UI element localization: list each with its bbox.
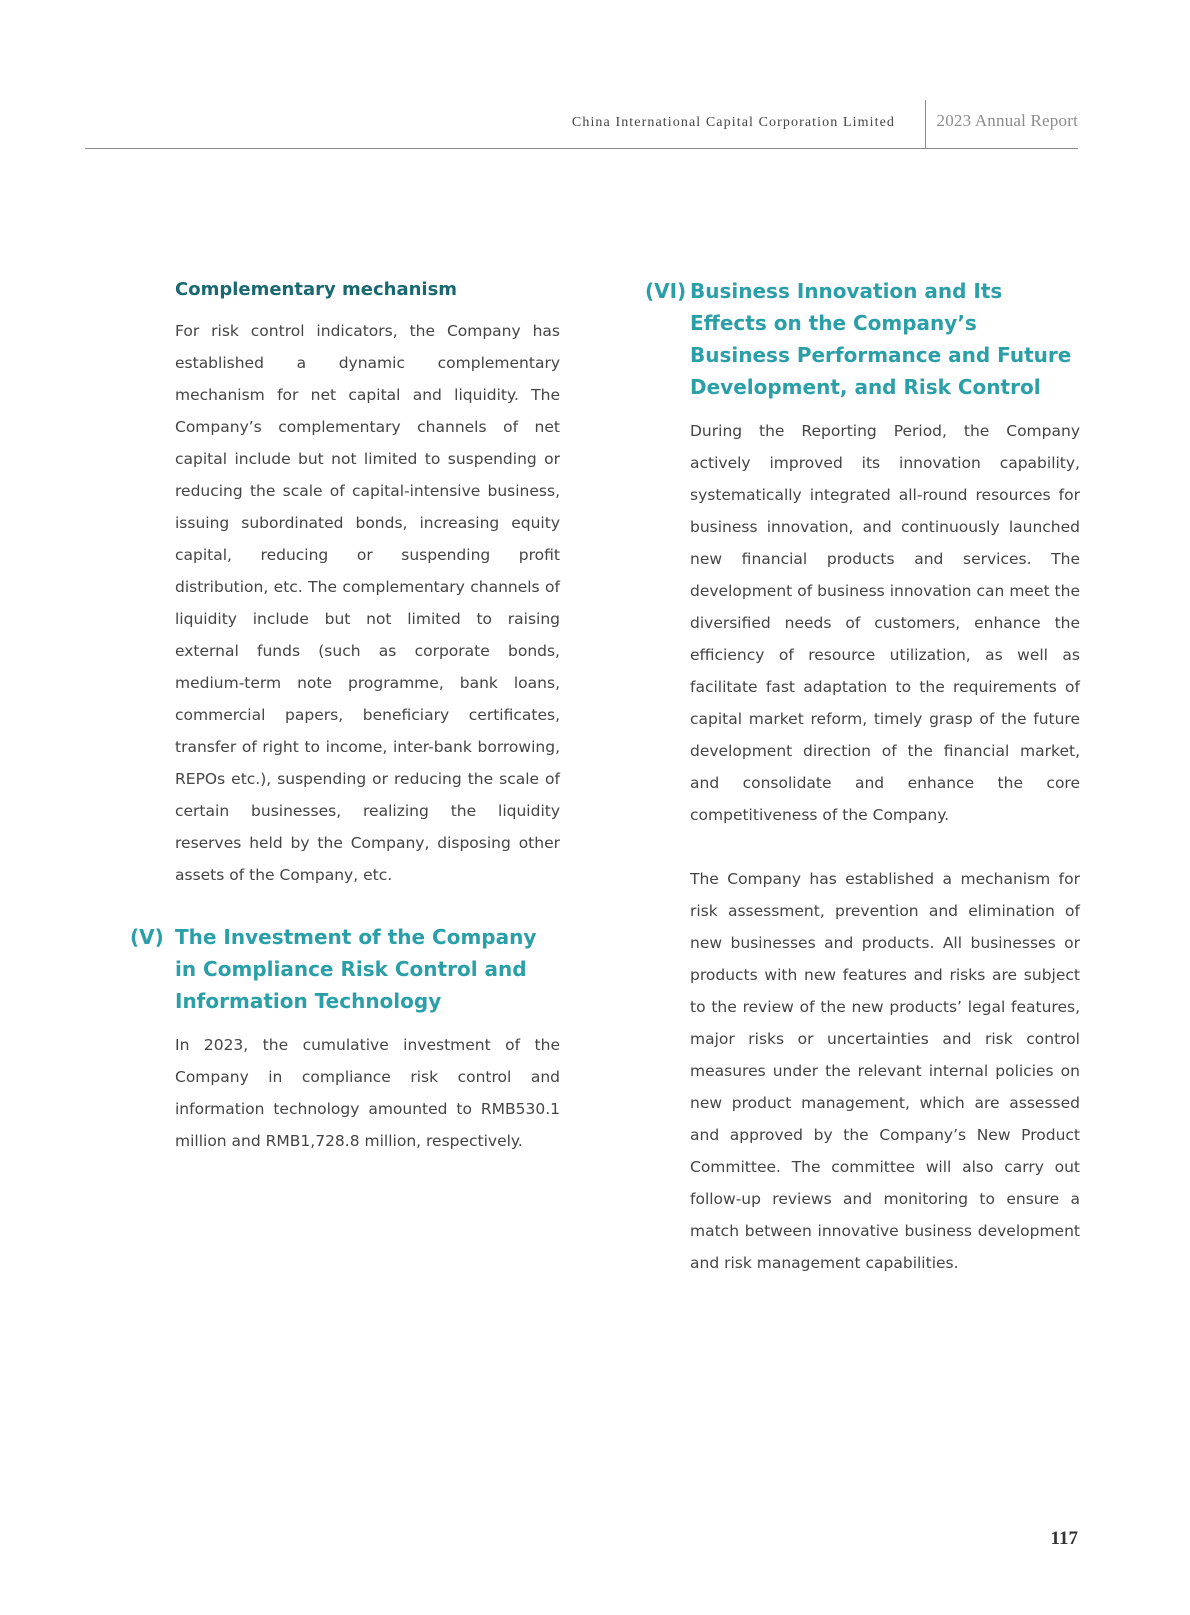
paragraph-investment: In 2023, the cumulative investment of the Company in compliance risk control and information technology amounted to RMB530.1 million and RMB1,728.8 million, respectively. [175, 1036, 560, 1150]
right-column [645, 275, 1080, 1279]
header-divider [925, 100, 926, 148]
left-column [130, 275, 560, 1157]
section-number: (V) [130, 925, 164, 949]
header-company-name: China International Capital Corporation Limited [571, 115, 895, 130]
section-title: Business Innovation and Its Effects on the Company’s Business Performance and Future Development, and Risk Control [690, 279, 1072, 399]
paragraph-complementary-mechanism: For risk control indicators, the Company has established a dynamic complementary mechanism for net capital and liquidity. The Company’s complementary channels of net capital include but not limited to suspending or reducing the scale of capital-intensive business, issuing subordinated bonds, increasing equity capital, reducing or suspending profit distribution, etc. The complementary channels of liquidity include but not limited to raising external funds (such as corporate bonds, medium-term note programme, bank loans, commercial papers, beneficiary certificates, transfer of right to income, inter-bank borrowing, REPOs etc.), suspending or reducing the scale of certain businesses, realizing the liquidity reserves held by the Company, disposing other assets of the Company, etc. [175, 322, 560, 884]
section-heading-v [130, 921, 560, 1017]
section-number: (VI) [645, 279, 687, 303]
subheading-complementary-mechanism: Complementary mechanism [175, 279, 458, 300]
paragraph-innovation: During the Reporting Period, the Company actively improved its innovation capability, systematically integrated all-round resources for business innovation, and continuously launched new financial products and services. The development of business innovation can meet the diversified needs of customers, enhance the efficiency of resource utilization, as well as facilitate fast adaptation to the requirements of capital market reform, timely grasp of the future development direction of the financial market, and consolidate and enhance the core competitiveness of the Company. [690, 422, 1080, 824]
page-header [85, 100, 1078, 149]
paragraph-risk-assessment: The Company has established a mechanism for risk assessment, prevention and elimination of new businesses and products. All businesses or products with new features and risks are subject to the review of the new products’ legal features, major risks or uncertainties and risk control measures under the relevant internal policies on new product management, which are assessed and approved by the Company’s New Product Committee. The committee will also carry out follow-up reviews and monitoring to ensure a match between innovative business development and risk management capabilities. [690, 870, 1080, 1272]
header-report-title: 2023 Annual Report [936, 111, 1078, 130]
page-number: 117 [1050, 1528, 1078, 1549]
section-title: The Investment of the Company in Compliance Risk Control and Information Technology [175, 925, 537, 1013]
section-heading-vi [645, 275, 1080, 403]
